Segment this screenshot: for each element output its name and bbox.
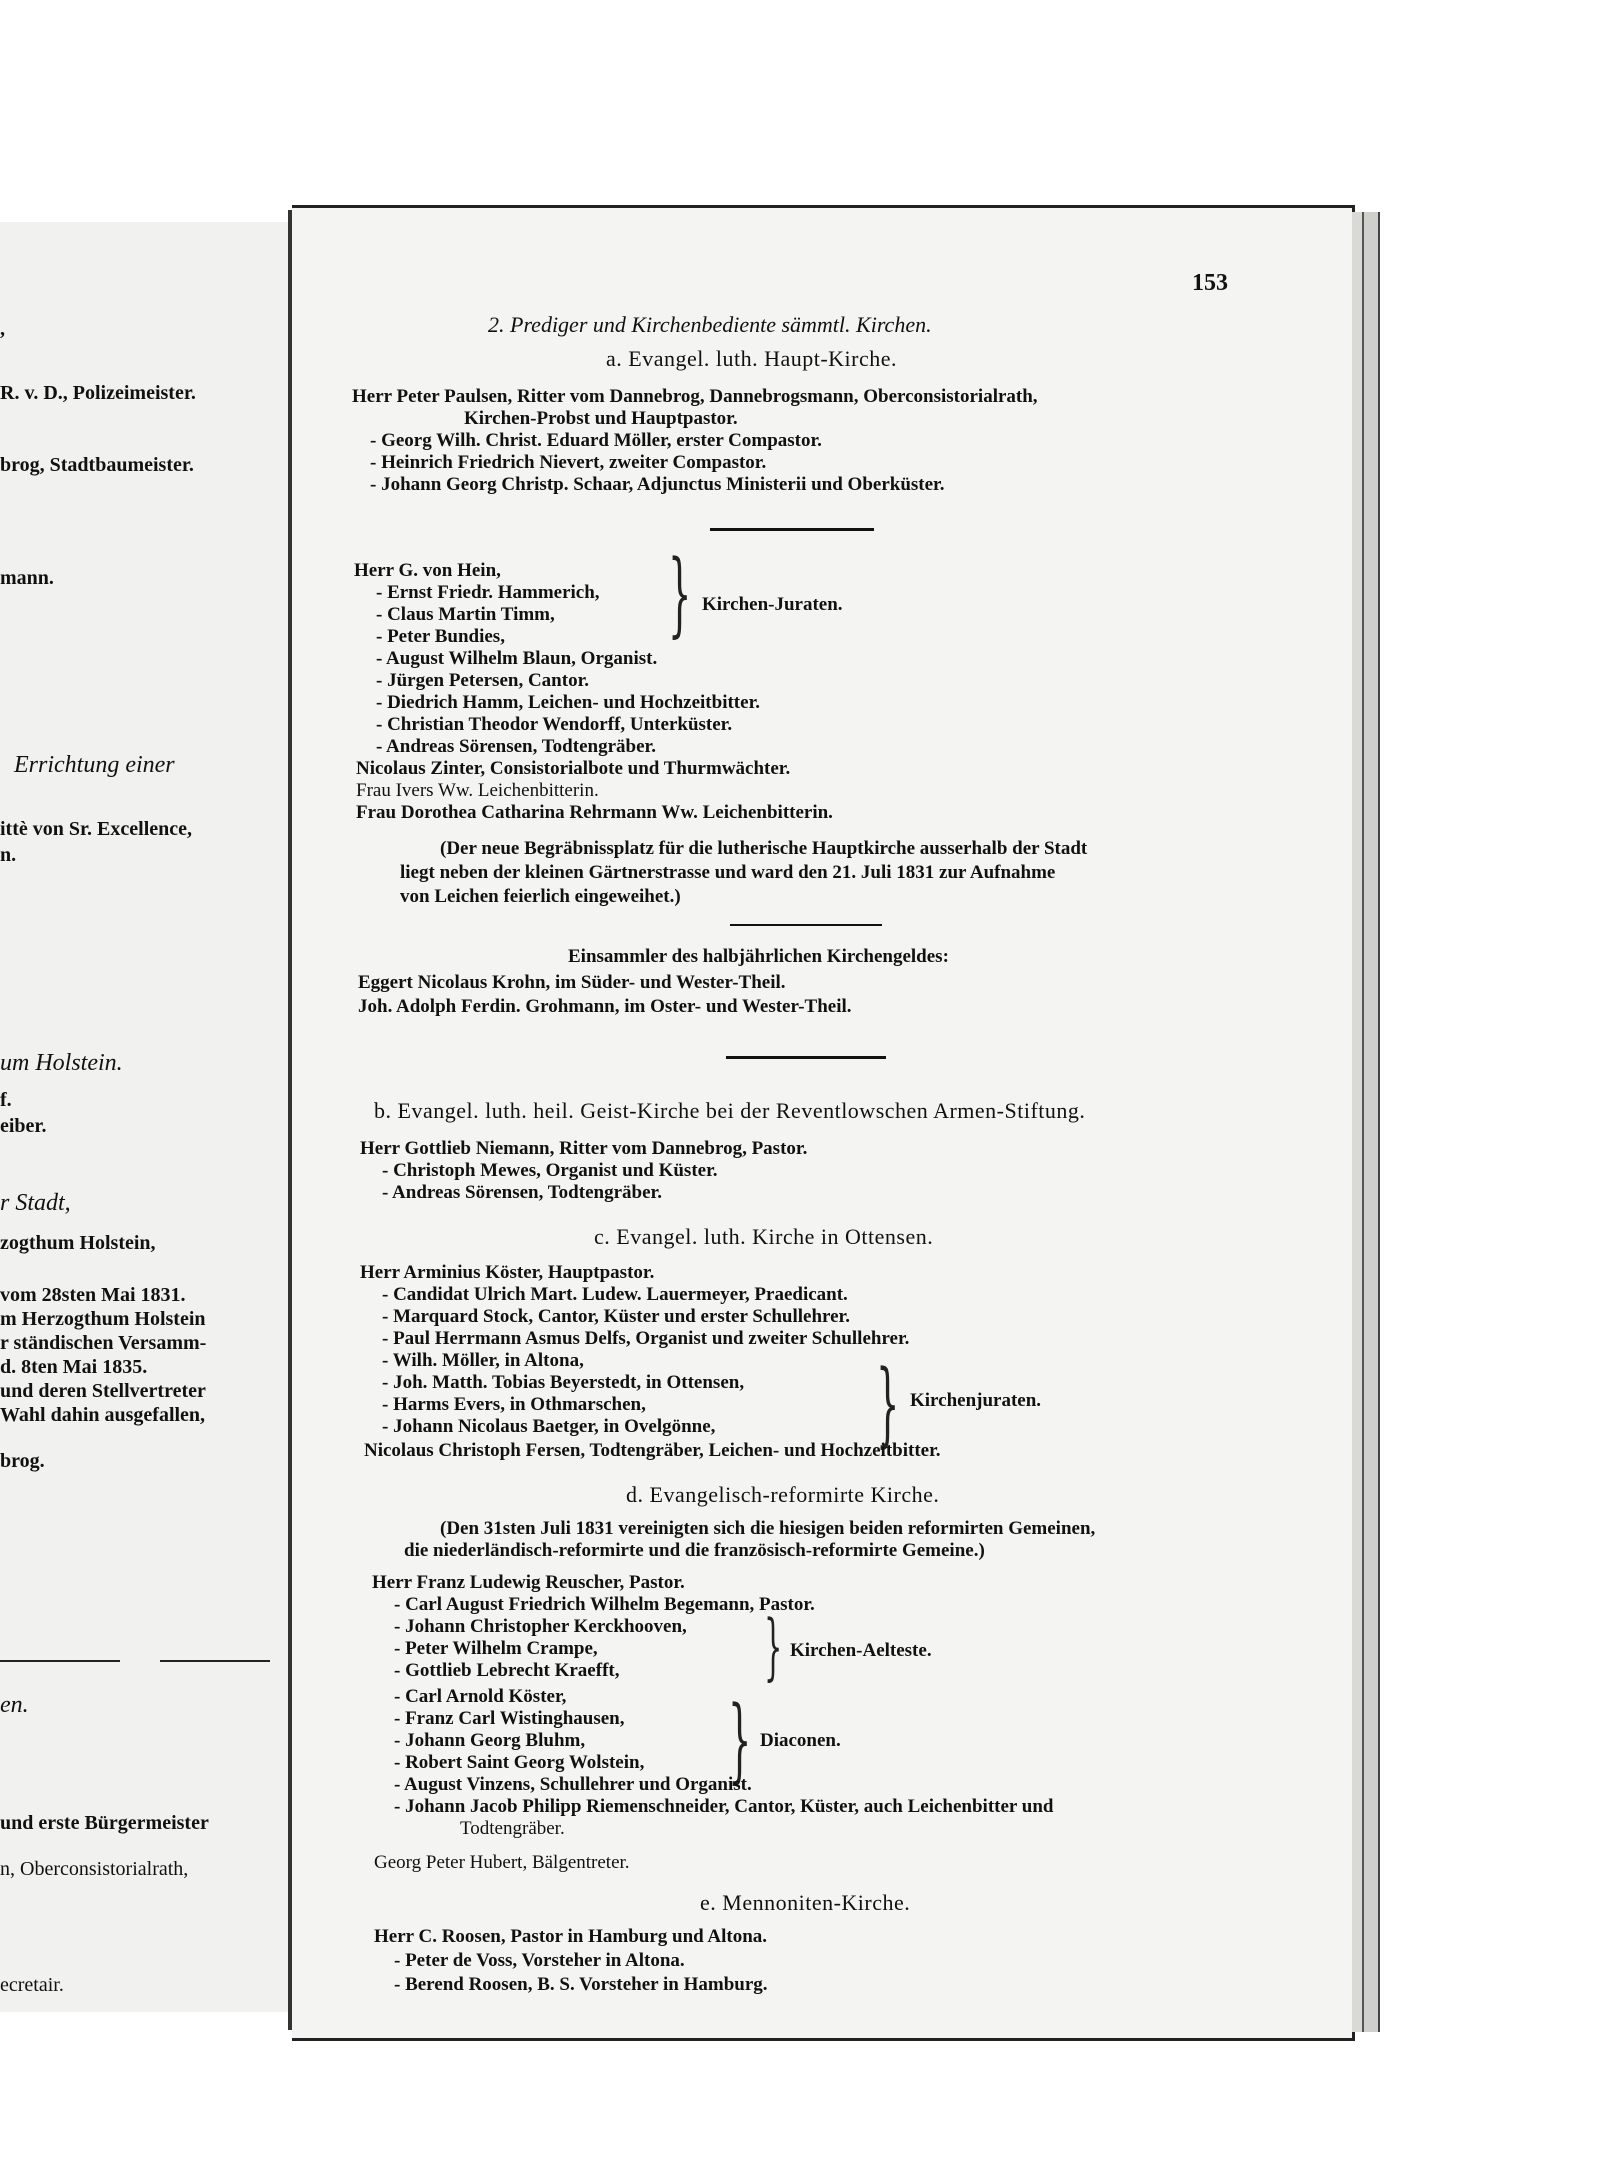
deacons-label: Diaconen. <box>760 1730 841 1751</box>
page-number: 153 <box>1192 270 1228 296</box>
left-line: n. <box>0 844 17 866</box>
entry-line: Herr Arminius Köster, Hauptpastor. <box>360 1262 655 1283</box>
left-line: und deren Stellvertreter <box>0 1380 206 1402</box>
elder-line: - Gottlieb Lebrecht Kraefft, <box>394 1660 620 1681</box>
left-line: zogthum Holstein, <box>0 1232 156 1254</box>
juraten-label: Kirchenjuraten. <box>910 1390 1042 1411</box>
left-line: brog. <box>0 1450 45 1472</box>
entry-line: Herr Gottlieb Niemann, Ritter vom Dannebrog, Pastor. <box>360 1138 808 1159</box>
entry-line: Todtengräber. <box>460 1818 565 1839</box>
entry-line: Herr Franz Ludewig Reuscher, Pastor. <box>372 1572 685 1593</box>
entry-line: Herr C. Roosen, Pastor in Hamburg und Altona. <box>374 1926 768 1947</box>
entry-line: - Berend Roosen, B. S. Vorsteher in Hamburg. <box>394 1974 768 1995</box>
juraten-line: - Johann Nicolaus Baetger, in Ovelgönne, <box>382 1416 716 1437</box>
left-line: n, Oberconsistorialrath, <box>0 1858 189 1880</box>
juraten-line: - Peter Bundies, <box>376 626 505 647</box>
left-line: m Herzogthum Holstein <box>0 1308 206 1330</box>
entry-line: - Johann Georg Christp. Schaar, Adjunctus Ministerii und Oberküster. <box>370 474 945 495</box>
note-line: (Der neue Begräbnissplatz für die lutherische Hauptkirche ausserhalb der Stadt <box>440 838 1088 859</box>
staff-line: Frau Ivers Ww. Leichenbitterin. <box>356 780 599 801</box>
deacon-line: - Carl Arnold Köster, <box>394 1686 567 1707</box>
juraten-line: - Wilh. Möller, in Altona, <box>382 1350 584 1371</box>
left-line: Errichtung einer <box>14 752 175 778</box>
section-rule <box>710 528 874 531</box>
left-line: r ständischen Versamm- <box>0 1332 207 1354</box>
left-line: R. v. D., Polizeimeister. <box>0 382 196 404</box>
deacon-line: - Robert Saint Georg Wolstein, <box>394 1752 645 1773</box>
entry-line: Nicolaus Christoph Fersen, Todtengräber, Leichen- und Hochzeitbitter. <box>364 1440 941 1461</box>
left-line: eiber. <box>0 1115 47 1137</box>
section-e-heading: e. Mennoniten-Kirche. <box>700 1890 911 1915</box>
left-line: en. <box>0 1692 29 1718</box>
section-title: 2. Prediger und Kirchenbediente sämmtl. Kirchen. <box>488 312 932 337</box>
collector-line: Joh. Adolph Ferdin. Grohmann, im Oster- und Wester-Theil. <box>358 996 852 1017</box>
left-line: und erste Bürgermeister <box>0 1812 209 1834</box>
left-line: mann. <box>0 567 54 589</box>
juraten-line: - Ernst Friedr. Hammerich, <box>376 582 600 603</box>
entry-line: - Georg Wilh. Christ. Eduard Möller, erster Compastor. <box>370 430 822 451</box>
entry-line: - Heinrich Friedrich Nievert, zweiter Compastor. <box>370 452 767 473</box>
page-edge <box>1352 212 1364 2032</box>
staff-line: - August Wilhelm Blaun, Organist. <box>376 648 658 669</box>
section-rule <box>726 1056 886 1059</box>
section-c-heading: c. Evangel. luth. Kirche in Ottensen. <box>594 1224 934 1249</box>
staff-line: Nicolaus Zinter, Consistorialbote und Thurmwächter. <box>356 758 791 779</box>
brace-icon: } <box>764 1604 783 1688</box>
entry-line: Georg Peter Hubert, Bälgentreter. <box>374 1852 630 1873</box>
collector-line: Eggert Nicolaus Krohn, im Süder- und Wester-Theil. <box>358 972 786 993</box>
page-edge <box>1364 212 1380 2032</box>
entry-line: Herr Peter Paulsen, Ritter vom Dannebrog, Dannebrogsmann, Oberconsistorialrath, <box>352 386 1038 407</box>
left-line: Wahl dahin ausgefallen, <box>0 1404 206 1426</box>
entry-line: - Christoph Mewes, Organist und Küster. <box>382 1160 718 1181</box>
entry-line: - Marquard Stock, Cantor, Küster und erster Schullehrer. <box>382 1306 850 1327</box>
entry-line: - Candidat Ulrich Mart. Ludew. Lauermeyer, Praedicant. <box>382 1284 848 1305</box>
juraten-line: Herr G. von Hein, <box>354 560 501 581</box>
left-page <box>0 222 291 2012</box>
left-line: ecretair. <box>0 1974 64 1996</box>
juraten-line: - Claus Martin Timm, <box>376 604 555 625</box>
staff-line: - Christian Theodor Wendorff, Unterküster. <box>376 714 733 735</box>
note-line: liegt neben der kleinen Gärtnerstrasse und ward den 21. Juli 1831 zur Aufnahme <box>400 862 1056 883</box>
collectors-heading: Einsammler des halbjährlichen Kirchengeldes: <box>568 946 949 967</box>
note-line: von Leichen feierlich eingeweihet.) <box>400 886 681 907</box>
staff-line: - Jürgen Petersen, Cantor. <box>376 670 590 691</box>
section-rule <box>730 924 882 926</box>
section-b-heading: b. Evangel. luth. heil. Geist-Kirche bei der Reventlowschen Armen-Stiftung. <box>374 1098 1086 1123</box>
brace-icon: } <box>876 1350 900 1457</box>
section-d-heading: d. Evangelisch-reformirte Kirche. <box>626 1482 940 1507</box>
left-rule <box>160 1660 270 1662</box>
entry-line: - Peter de Voss, Vorsteher in Altona. <box>394 1950 685 1971</box>
juraten-line: - Harms Evers, in Othmarschen, <box>382 1394 646 1415</box>
brace-icon: } <box>728 1686 752 1793</box>
note-line: (Den 31sten Juli 1831 vereinigten sich die hiesigen beiden reformirten Gemeinen, <box>440 1518 1096 1539</box>
left-line: brog, Stadtbaumeister. <box>0 454 194 476</box>
brace-icon: } <box>668 540 692 647</box>
staff-line: Frau Dorothea Catharina Rehrmann Ww. Leichenbitterin. <box>356 802 833 823</box>
staff-line: - Diedrich Hamm, Leichen- und Hochzeitbitter. <box>376 692 761 713</box>
deacon-line: - Franz Carl Wistinghausen, <box>394 1708 625 1729</box>
left-line: um Holstein. <box>0 1050 123 1076</box>
entry-line: - Andreas Sörensen, Todtengräber. <box>382 1182 662 1203</box>
entry-line: Kirchen-Probst und Hauptpastor. <box>464 408 738 429</box>
elders-label: Kirchen-Aelteste. <box>790 1640 932 1661</box>
staff-line: - Andreas Sörensen, Todtengräber. <box>376 736 656 757</box>
entry-line: - Johann Jacob Philipp Riemenschneider, Cantor, Küster, auch Leichenbitter und <box>394 1796 1054 1817</box>
note-line: die niederländisch-reformirte und die französisch-reformirte Gemeine.) <box>404 1540 985 1561</box>
elder-line: - Johann Christopher Kerckhooven, <box>394 1616 687 1637</box>
left-line: vom 28sten Mai 1831. <box>0 1284 186 1306</box>
entry-line: - Carl August Friedrich Wilhelm Begemann, Pastor. <box>394 1594 815 1615</box>
left-line: f. <box>0 1089 12 1111</box>
left-line: ittè von Sr. Excellence, <box>0 818 193 840</box>
juraten-line: - Joh. Matth. Tobias Beyerstedt, in Ottensen, <box>382 1372 745 1393</box>
juraten-label: Kirchen-Juraten. <box>702 594 843 615</box>
entry-line: - August Vinzens, Schullehrer und Organist. <box>394 1774 752 1795</box>
left-line: , <box>0 318 5 340</box>
left-rule <box>0 1660 120 1662</box>
section-a-heading: a. Evangel. luth. Haupt-Kirche. <box>606 346 898 371</box>
left-line: r Stadt, <box>0 1190 71 1216</box>
left-line: d. 8ten Mai 1835. <box>0 1356 148 1378</box>
elder-line: - Peter Wilhelm Crampe, <box>394 1638 598 1659</box>
entry-line: - Paul Herrmann Asmus Delfs, Organist und zweiter Schullehrer. <box>382 1328 910 1349</box>
deacon-line: - Johann Georg Bluhm, <box>394 1730 586 1751</box>
